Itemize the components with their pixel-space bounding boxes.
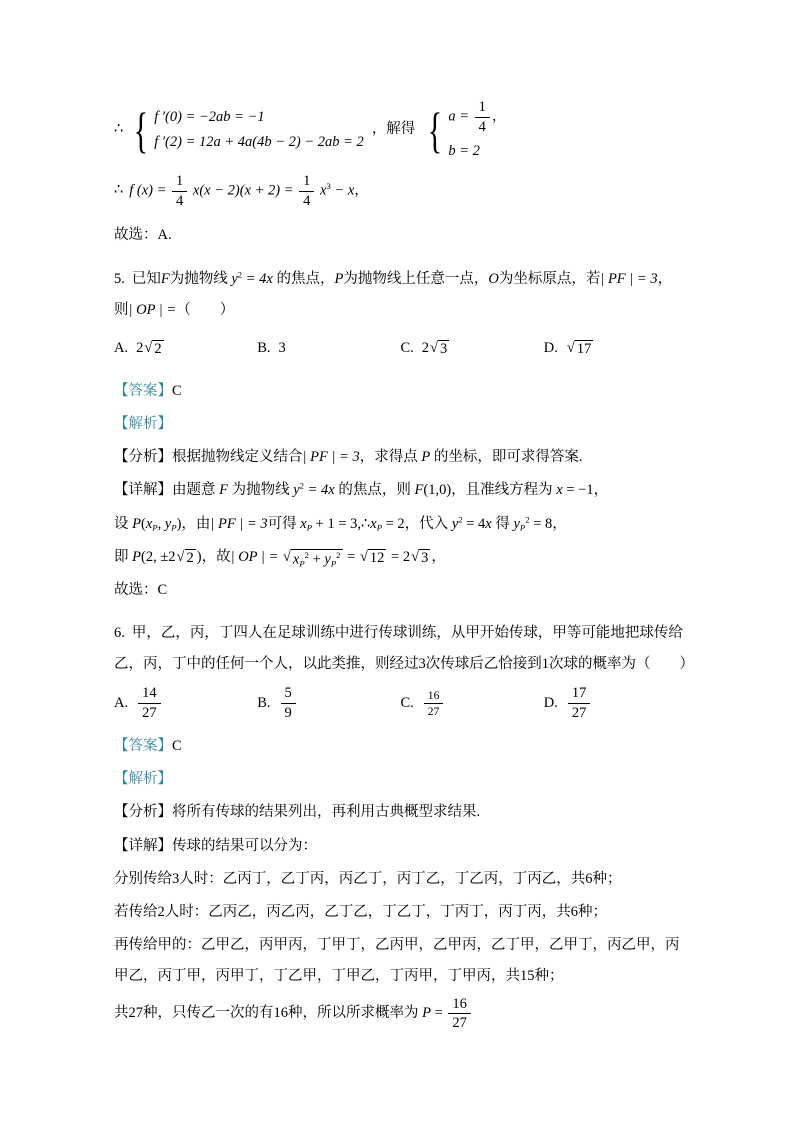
number-run: = 8 [529,515,553,532]
denominator: 9 [284,705,292,722]
answer-tag: 【答案】 [114,382,172,399]
math-run: x [556,482,563,499]
numerator: 16 [448,995,471,1015]
system-rows [448,98,506,162]
option-label: A. [114,695,129,712]
radical-sign: √ [430,340,439,357]
prev-solution-function [114,172,687,211]
system-equation-1 [154,107,364,128]
radical-sign: √ [144,340,153,357]
option-label: C. [400,340,414,357]
number-run: ) [176,515,182,532]
math-run: = 4x [242,270,273,287]
option-value [566,340,594,358]
text-run: ， [657,270,673,287]
denominator: 27 [427,705,440,719]
subscript: P [376,522,382,533]
text-run: 为抛物线 [169,270,232,287]
q6-conclusion [114,995,687,1034]
radicand [438,340,449,358]
q6-stem-text [114,625,694,672]
q5-detail-text-1 [172,482,608,498]
number-run: + [308,551,325,568]
math-run: x(x − 2)(x + 2) = [189,182,298,199]
radical [567,340,593,358]
radical [283,549,343,568]
math-run: f (x) = [129,182,171,199]
left-brace: { [428,101,443,158]
superscript: 2 [237,268,243,279]
math-run: x [145,515,153,532]
option-value [136,684,163,723]
q6-case-1 [114,864,687,895]
number-run: 12 [369,549,385,566]
q6-detail-intro [114,831,687,862]
therefore-symbol: ∴ [114,120,124,137]
text-run: 乙，丙，丁中的任何一个人，以此类推，则经过3次传球后乙恰接到1次球的概率为（ ） [114,656,694,673]
option-label: B. [257,695,271,712]
fraction [448,995,471,1034]
numerator: 1 [299,172,314,192]
math-run: | PF | = 3 [302,449,360,466]
radical [411,549,430,567]
q6-options [114,684,687,723]
subscript: P [152,522,158,533]
number-run: = −1 [562,482,594,499]
choose-text: 故选：C [114,581,168,598]
q6-option-c [401,688,544,719]
option-value [279,340,286,357]
number-run: ) [196,548,202,565]
text-run: ，且准线方程为 [451,482,557,499]
numerator: 1 [475,98,490,118]
number-run: 2 [186,549,194,566]
denominator: 27 [571,705,587,722]
radicand [185,549,196,567]
option-value [566,684,593,723]
numerator: 17 [568,684,591,704]
text-run: 为抛物线 [227,482,294,499]
radicand [368,549,387,567]
number-run: (1,0) [423,482,452,499]
text-run: 根据抛物线定义结合 [172,449,303,466]
superscript: 2 [525,513,530,524]
q5-detail-text-3 [114,548,446,569]
q5-options [114,330,687,368]
radicand [575,340,594,358]
radical-sign: √ [359,548,368,565]
radical [144,340,163,358]
subscript: P [330,558,337,569]
number-run: ( [140,515,146,532]
radical [360,549,386,567]
math-run: b = 2 [448,142,480,159]
option-label: D. [543,340,558,357]
text-run: 为抛物线上任意一点， [343,270,489,287]
number-run: ,∴ [357,515,371,532]
text-run: 设 [114,515,133,532]
denominator: 27 [142,705,157,722]
text-run: 得 [491,515,514,532]
math-run: x [300,515,307,532]
math-run: P [421,449,431,466]
number-run: , [157,515,165,532]
q6-option-b [257,684,400,723]
number-run: 2 [136,340,144,357]
math-run: y [164,515,172,532]
fraction [281,684,296,723]
text-run: ， [354,182,369,199]
math-run: y [324,551,331,568]
fraction [568,684,591,723]
denominator: 27 [452,1015,467,1032]
number-run: 3 [278,340,286,357]
q6-option-d [544,684,687,723]
system-equation-2 [154,132,364,153]
math-run: y [231,270,238,287]
text-run: ，求得点 [359,449,422,466]
q5-number: 5. [114,270,125,287]
numerator: 5 [281,684,296,704]
radical [177,549,196,567]
option-value [422,340,450,358]
text-run: 可得 [267,515,301,532]
q5-fenxi-text [172,449,582,465]
q5-answer-line [114,376,687,407]
q5-stem [114,264,687,326]
therefore-symbol: ∴ [114,182,124,199]
math-run: F [160,270,170,287]
q5-option-a [114,340,257,358]
q6-number: 6. [114,625,125,642]
number-run: 3 [421,549,429,566]
choose-text: 故选：A. [114,227,172,244]
math-run: P [132,548,141,565]
option-value [136,340,164,358]
numerator: 1 [172,172,187,192]
text-run: 的坐标，即可求得答案. [430,449,583,466]
q5-detail-line-3 [114,542,687,573]
superscript: 3 [326,180,331,191]
q6-detail-intro-text: 传球的结果可以分为： [172,837,317,854]
number-run: 3 [440,341,448,358]
text-run: （ ） [176,301,235,318]
radicand [152,340,163,358]
math-run: P [422,1005,431,1022]
math-run: f ′(0) = −2ab = −1 [154,108,265,125]
left-brace: { [134,101,149,158]
derivative-equation-system [129,101,364,158]
option-value [279,684,298,723]
q6-conclusion-text [114,995,473,1032]
number-run: = 2 [387,548,411,565]
fenxi-tag: 【分析】 [114,449,172,466]
text-run: ， [491,108,507,125]
q6-jiexi-line [114,764,687,795]
math-run: y [451,515,459,532]
option-label: D. [543,695,558,712]
number-run: 2 [421,340,430,357]
q5-answer-choice [114,575,687,606]
solution-row-a [448,98,506,137]
solution-row-b [448,141,506,162]
q5-jiexi-line [114,409,687,440]
denominator: 4 [176,192,184,209]
jiexi-tag: 【解析】 [114,771,172,788]
text-run: ，代入 [404,515,452,532]
xiangjie-tag: 【详解】 [114,837,172,854]
fraction [424,688,444,719]
q6-answer: C [172,738,182,755]
radicand [291,549,343,568]
superscript: 2 [458,513,463,524]
math-run: | OP | = [230,548,282,565]
text-run: 共27种，只传乙一次的有16种，所以所求概率为 [114,1005,423,1022]
math-run: x [316,182,327,199]
option-label: C. [400,695,414,712]
jiexi-tag: 【解析】 [114,416,172,433]
q6-stem [114,618,694,680]
q5-answer: C [172,382,182,399]
math-run: | PF | = 3 [600,270,658,287]
q6-answer-line [114,731,687,762]
radical-sign: √ [411,548,420,565]
number-run: = [343,548,359,565]
q6-fenxi-text [172,804,480,820]
number-run: = 2 [382,515,405,532]
text-run: 已知 [131,270,161,287]
q6-case-3-text: 再传给甲的：乙甲乙，丙甲丙，丁甲丁，乙丙甲，乙甲丙，乙丁甲，乙甲丁，丙乙甲，丙甲乙，丙丁甲，丙甲丁，丁乙甲，丁甲乙，丁丙甲，丁甲丙，共15种； [114,937,680,985]
radicand [419,549,430,567]
radical-sign: √ [566,340,575,357]
text-run: 的焦点，则 [334,482,415,499]
prev-solution-system [114,98,687,162]
number-run: 2 [154,341,162,358]
text-run: 的焦点， [272,270,335,287]
number-run: = 4 [462,515,486,532]
fraction [475,98,490,137]
solve-connector: ，解得 [371,120,416,137]
q5-detail-line-1 [114,475,687,506]
text-run: 为坐标原点，若 [498,270,601,287]
text-run: ，故 [201,548,231,565]
numerator: 14 [138,684,161,704]
q5-detail-text-2 [114,513,567,533]
math-run: y [513,515,520,532]
option-label: B. [257,340,271,357]
text-run: 甲，乙，丙，丁四人在足球训练中进行传球训练，从甲开始传球，甲等可能地把球传给 [131,625,683,642]
text-run: 将所有传球的结果列出，再利用古典概型求结果. [172,804,481,821]
number-run: = [430,1005,447,1022]
system-rows [154,107,364,153]
q6-option-a [114,684,257,723]
radical [430,340,449,358]
superscript: 2 [299,480,305,491]
fraction [138,684,161,723]
denominator: 4 [478,118,486,135]
xiangjie-tag: 【详解】 [114,482,172,499]
math-run: F [219,482,228,499]
q6-case-3 [114,930,687,992]
q6-case-1-text: 分别传给3人时：乙丙丁，乙丁丙，丙乙丁，丙丁乙，丁乙丙，丁丙乙，共6种； [114,870,622,887]
number-run: 17 [576,341,592,358]
math-run: f ′(2) = 12a + 4a(4b − 2) − 2ab = 2 [154,133,364,150]
q6-case-2-text: 若传给2人时：乙丙乙，丙乙丙，乙丁乙，丁乙丁，丁丙丁，丙丁丙，共6种； [114,904,607,920]
q5-option-c [401,340,544,358]
subscript: P [306,522,313,533]
text-run: ，由 [181,515,211,532]
radical-sign: √ [176,548,185,565]
answer-tag: 【答案】 [114,738,172,755]
q5-detail-line-2 [114,509,687,540]
text-run: ， [431,548,446,565]
fraction [172,172,187,211]
fraction [299,172,314,211]
denominator: 4 [303,192,311,209]
q5-stem-text [114,268,673,318]
math-run: x [485,515,492,532]
math-run: O [488,270,499,287]
text-run: 则 [114,301,129,318]
math-run: | OP | = [128,301,177,318]
math-run: x [292,551,300,568]
math-run: y [293,482,300,499]
math-run: a = [448,108,473,125]
numerator: 16 [424,688,444,704]
q5-fenxi-line [114,442,687,473]
text-run: 即 [114,548,133,565]
math-run: = 4x [304,482,335,499]
option-label: A. [114,340,129,357]
function-expression [129,172,369,211]
math-run: P [334,270,344,287]
math-run: F [414,482,424,499]
q5-option-d [544,340,687,358]
q5-option-b [257,340,400,357]
solution-value-system [423,98,506,162]
option-value [422,688,446,719]
subscript: P [519,522,526,533]
math-run: | PF | = 3 [210,515,268,532]
text-run: ， [593,482,609,499]
q6-fenxi-line [114,797,687,828]
fenxi-tag: 【分析】 [114,804,172,821]
math-run: − x [330,182,355,199]
subscript: P [171,522,177,533]
number-run: (2, ±2 [140,548,176,565]
math-run: P [132,515,141,532]
number-run: + 1 = 3 [312,515,358,532]
superscript: 2 [336,549,341,560]
radical-sign: √ [282,548,291,565]
text-run: 由题意 [172,482,220,499]
math-run: x [370,515,377,532]
prev-answer-choice [114,220,687,251]
text-run: ， [552,515,567,532]
q6-case-2 [114,897,687,928]
superscript: 2 [304,549,309,560]
subscript: P [299,558,305,569]
